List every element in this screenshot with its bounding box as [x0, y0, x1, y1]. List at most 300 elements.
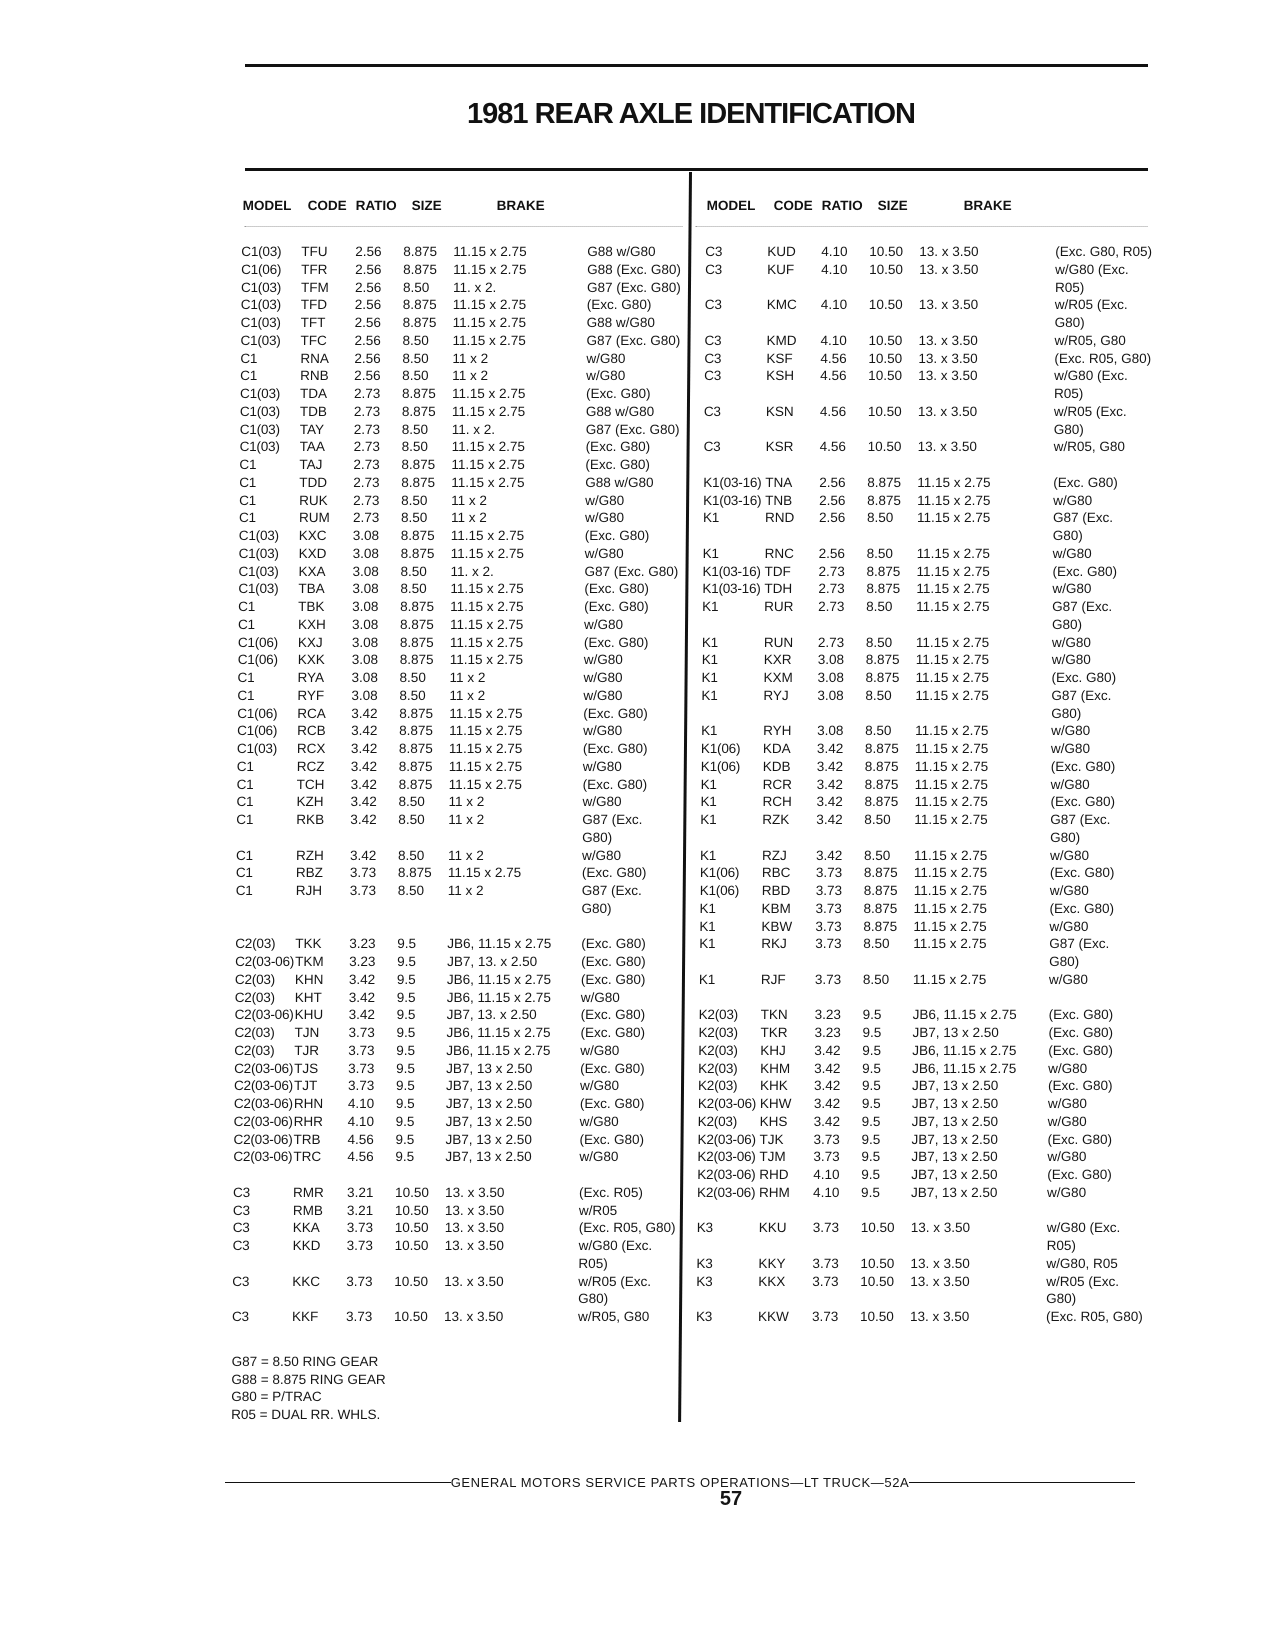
- cell-note: w/G80 (Exc. R05): [578, 1238, 653, 1271]
- cell-model: C1: [236, 776, 254, 792]
- table-row: [233, 1148, 676, 1166]
- cell-brake: 11.15 x 2.75: [914, 758, 989, 774]
- cell-ratio: 2.73: [353, 457, 380, 472]
- cell-brake: JB7, 13 x 2.50: [445, 1096, 533, 1111]
- cell-ratio: 3.42: [814, 1060, 841, 1076]
- cell-brake: 11.15 x 2.75: [448, 758, 523, 774]
- cell-size: 10.50: [395, 1184, 429, 1200]
- cell-code: KXR: [763, 652, 792, 668]
- cell-note: (Exc. G80): [1053, 474, 1118, 490]
- cell-ratio: 3.73: [346, 1220, 374, 1236]
- table-row: [705, 243, 1152, 261]
- table-row: [239, 456, 682, 474]
- table-row: [238, 598, 681, 616]
- cell-code: RHD: [759, 1167, 789, 1182]
- cell-ratio: 3.23: [814, 1025, 841, 1040]
- cell-code: KKW: [757, 1309, 789, 1324]
- cell-size: 8.875: [398, 776, 433, 792]
- cell-brake: 11.15 x 2.75: [915, 634, 990, 650]
- cell-code: KBM: [761, 900, 791, 916]
- cell-brake: JB7, 13 x 2.50: [911, 1096, 999, 1111]
- cell-note: G87 (Exc. G80): [581, 883, 642, 916]
- cell-size: 8.50: [863, 936, 890, 952]
- cell-brake: 11.15 x 2.75: [450, 528, 525, 543]
- cell-ratio: 4.56: [820, 368, 847, 384]
- cell-code: TFR: [301, 261, 328, 277]
- cell-ratio: 2.56: [355, 244, 382, 259]
- cell-ratio: 3.08: [351, 670, 378, 685]
- table-row: [237, 705, 680, 723]
- cell-brake: 13. x 3.50: [910, 1273, 970, 1289]
- cell-brake: JB7, 13 x 2.50: [911, 1167, 998, 1182]
- cell-code: KMD: [766, 332, 797, 348]
- cell-ratio: 3.73: [349, 883, 377, 898]
- table-row: [698, 1095, 1145, 1113]
- cell-note: (Exc. G80): [584, 599, 649, 614]
- cell-size: 8.50: [401, 421, 429, 437]
- legend-item: G80 = P/TRAC: [231, 1389, 322, 1405]
- cell-size: 8.875: [863, 918, 898, 934]
- cell-model: K2(03-06): [697, 1149, 756, 1165]
- cell-ratio: 3.42: [816, 741, 844, 756]
- cell-code: KXD: [298, 545, 327, 561]
- cell-size: 9.5: [397, 936, 417, 952]
- table-row: [703, 474, 1150, 492]
- cell-ratio: 3.08: [817, 687, 844, 703]
- cell-note: w/R05 (Exc. G80): [578, 1273, 652, 1307]
- cell-note: (Exc. G80): [1048, 1007, 1114, 1023]
- cell-size: 8.50: [402, 350, 429, 366]
- cell-note: w/G80 (Exc. R05): [1054, 261, 1129, 295]
- cell-ratio: 3.42: [813, 1113, 841, 1129]
- cell-ratio: 2.56: [354, 279, 382, 295]
- cell-note: (Exc. G80): [582, 776, 648, 792]
- cell-ratio: 2.56: [354, 297, 382, 313]
- table-row: [699, 935, 1146, 971]
- cell-note: (Exc. G80): [1050, 794, 1116, 810]
- table-row: [235, 953, 678, 971]
- cell-brake: JB6, 11.15 x 2.75: [446, 989, 551, 1005]
- cell-note: w/G80: [584, 545, 624, 561]
- table-row: [240, 438, 683, 456]
- cell-note: G87 (Exc. G80): [582, 812, 643, 845]
- cell-ratio: 3.73: [348, 1025, 375, 1040]
- cell-model: K2(03-06): [697, 1167, 756, 1182]
- cell-model: K3: [695, 1309, 713, 1324]
- footer: [225, 1474, 1135, 1491]
- cell-note: w/G80: [1049, 883, 1089, 898]
- cell-code: TJK: [759, 1131, 784, 1147]
- cell-brake: JB7, 13 x 2.50: [911, 1184, 998, 1200]
- cell-size: 10.50: [860, 1273, 895, 1289]
- cell-brake: 13. x 3.50: [919, 244, 979, 259]
- cell-brake: JB6, 11.15 x 2.75: [446, 971, 552, 987]
- cell-size: 10.50: [860, 1255, 895, 1271]
- cell-model: C1: [237, 687, 255, 703]
- cell-ratio: 3.08: [352, 599, 379, 614]
- cell-size: 8.875: [863, 883, 898, 898]
- cell-note: (Exc. G80): [581, 865, 647, 881]
- cell-size: 8.50: [866, 599, 893, 614]
- cell-code: TKM: [295, 954, 324, 969]
- cell-ratio: 3.73: [815, 918, 842, 934]
- cell-note: w/G80: [585, 492, 625, 508]
- cell-size: 8.875: [399, 634, 434, 650]
- footer-text: GENERAL MOTORS SERVICE PARTS OPERATIONS—LT TRUCK—52A: [450, 1475, 910, 1490]
- cell-brake: JB7, 13 x 2.50: [911, 1131, 998, 1147]
- cell-model: C1(03): [238, 545, 279, 561]
- cell-ratio: 4.10: [821, 261, 848, 277]
- cell-model: K1: [700, 812, 717, 827]
- cell-note: G87 (Exc. G80): [1050, 812, 1111, 845]
- cell-note: (Exc. G80): [1050, 758, 1116, 774]
- cell-code: RYJ: [763, 687, 789, 703]
- cell-model: C2(03): [234, 1042, 275, 1058]
- cell-model: C2(03-06): [233, 1113, 293, 1129]
- cell-size: 8.875: [400, 599, 435, 614]
- cell-size: 8.50: [399, 670, 426, 685]
- cell-ratio: 3.42: [348, 971, 376, 987]
- cell-size: 8.50: [398, 812, 425, 827]
- cell-code: KDA: [762, 741, 791, 756]
- cell-size: 8.875: [403, 244, 438, 259]
- table-row: [236, 847, 679, 865]
- cell-model: C1(03): [240, 332, 281, 348]
- cell-code: KXJ: [297, 634, 323, 650]
- cell-note: (Exc. G80): [1048, 1025, 1114, 1040]
- cell-size: 8.875: [399, 616, 434, 632]
- legend: [231, 1353, 674, 1424]
- cell-model: C1(03): [239, 439, 280, 455]
- cell-code: RUK: [299, 492, 328, 508]
- cell-model: C1: [237, 670, 255, 685]
- cell-note: (Exc. R05): [579, 1184, 643, 1200]
- cell-brake: 13. x 3.50: [910, 1220, 971, 1236]
- cell-brake: 11.15 x 2.75: [452, 297, 527, 313]
- cell-code: TDF: [764, 563, 791, 579]
- cell-code: KXM: [763, 670, 793, 685]
- cell-size: 8.875: [866, 563, 901, 579]
- cell-note: G88 w/G80: [586, 315, 656, 330]
- cell-model: C3: [704, 350, 722, 366]
- cell-ratio: 3.73: [348, 1060, 375, 1076]
- cell-size: 8.50: [400, 581, 427, 597]
- cell-model: K1: [702, 545, 719, 561]
- cell-ratio: 3.73: [812, 1220, 840, 1236]
- cell-code: RHN: [293, 1096, 324, 1111]
- cell-ratio: 2.56: [354, 350, 381, 366]
- table-row: [241, 261, 684, 279]
- cell-note: w/G80: [582, 758, 622, 774]
- cell-size: 10.50: [869, 261, 904, 277]
- table-row: [241, 314, 684, 332]
- cell-code: KHS: [759, 1113, 788, 1129]
- cell-code: RZK: [762, 812, 790, 827]
- cell-ratio: 4.10: [820, 332, 847, 348]
- cell-size: 8.875: [398, 741, 433, 756]
- cell-brake: 11.15 x 2.75: [453, 244, 527, 259]
- cell-note: (Exc. G80): [585, 457, 651, 472]
- table-row: [240, 332, 683, 350]
- cell-ratio: 3.73: [814, 971, 842, 987]
- table-row: [240, 350, 683, 368]
- cell-size: 9.5: [397, 954, 416, 969]
- cell-model: K1: [698, 971, 716, 987]
- cell-size: 8.875: [399, 705, 434, 721]
- cell-brake: 11.15 x 2.75: [914, 812, 988, 827]
- cell-note: G87 (Exc. G80): [585, 421, 680, 437]
- cell-note: w/R05, G80: [1054, 332, 1126, 348]
- table-row: [239, 492, 682, 510]
- cell-brake: 11.15 x 2.75: [452, 386, 526, 401]
- cell-code: RYA: [297, 670, 325, 685]
- cell-code: KKU: [758, 1220, 787, 1236]
- cell-ratio: 3.42: [350, 741, 378, 756]
- cell-note: (Exc. G80): [584, 581, 649, 597]
- top-rule: [245, 64, 1148, 67]
- cell-brake: JB7, 13 x 2.50: [445, 1078, 533, 1094]
- cell-model: C1(03): [240, 386, 281, 401]
- cell-size: 8.875: [399, 652, 434, 668]
- cell-ratio: 3.73: [815, 883, 843, 898]
- cell-model: C2(03-06): [234, 1007, 294, 1023]
- cell-ratio: 2.73: [817, 634, 845, 650]
- cell-code: KKA: [292, 1220, 320, 1236]
- cell-brake: 11.15 x 2.75: [913, 918, 987, 934]
- cell-note: (Exc. G80): [586, 297, 652, 313]
- table-row: [702, 563, 1149, 581]
- table-row: [239, 545, 682, 563]
- cell-note: w/G80: [581, 847, 622, 863]
- cell-code: KKY: [758, 1255, 786, 1271]
- cell-note: w/G80: [1047, 1096, 1087, 1111]
- table-row: [698, 1077, 1145, 1095]
- cell-note: w/G80: [1053, 492, 1093, 508]
- header-size: SIZE: [877, 198, 908, 213]
- cell-note: (Exc. R05, G80): [578, 1220, 676, 1236]
- cell-code: RNB: [300, 368, 329, 384]
- cell-brake: 11 x 2: [449, 687, 486, 703]
- cell-code: RJH: [295, 883, 323, 898]
- table-row: [697, 1166, 1144, 1184]
- table-row: [238, 634, 681, 652]
- cell-brake: JB6, 11.15 x 2.75: [446, 1042, 551, 1058]
- cell-code: KHM: [760, 1060, 791, 1076]
- cell-code: RYF: [297, 687, 325, 703]
- cell-brake: 11.15 x 2.75: [913, 865, 988, 881]
- cell-note: w/G80: [1050, 741, 1091, 756]
- cell-code: RCA: [297, 705, 326, 721]
- table-row: [240, 367, 683, 385]
- column-headers-right: [706, 197, 1056, 215]
- table-row: [701, 776, 1148, 794]
- cell-code: KUD: [767, 244, 796, 259]
- cell-code: TAA: [299, 439, 325, 455]
- cell-note: w/G80: [583, 723, 623, 739]
- cell-model: K1: [701, 687, 718, 703]
- table-row: [236, 811, 679, 847]
- cell-code: RJF: [760, 971, 786, 987]
- cell-code: TNB: [765, 492, 793, 508]
- cell-size: 8.875: [867, 492, 901, 508]
- table-row: [702, 651, 1149, 669]
- cell-size: 8.875: [402, 297, 437, 313]
- cell-model: C2(03-06): [233, 1149, 293, 1165]
- cell-brake: 11.15 x 2.75: [912, 971, 987, 987]
- cell-code: KHN: [294, 971, 324, 987]
- cell-brake: 11.15 x 2.75: [451, 439, 525, 455]
- cell-code: KKF: [291, 1309, 319, 1324]
- cell-brake: JB6, 11.15 x 2.75: [912, 1060, 1017, 1076]
- cell-model: C3: [704, 297, 722, 313]
- cell-note: G87 (Exc. G80): [586, 332, 681, 348]
- cell-ratio: 3.21: [346, 1202, 374, 1218]
- cell-code: TKR: [760, 1025, 788, 1040]
- cell-brake: JB7, 13. x 2.50: [447, 954, 538, 969]
- table-row: [702, 580, 1149, 598]
- cell-ratio: 3.08: [817, 723, 844, 739]
- cell-ratio: 3.73: [345, 1309, 373, 1324]
- cell-model: C3: [232, 1238, 250, 1253]
- cell-brake: 11.15 x 2.75: [452, 332, 526, 348]
- table-row: [704, 403, 1151, 439]
- cell-ratio: 3.42: [350, 794, 377, 810]
- cell-model: K2(03-06): [697, 1131, 756, 1147]
- cell-brake: 11 x 2: [451, 492, 487, 508]
- table-row: [233, 1131, 676, 1149]
- cell-brake: 13. x 3.50: [919, 261, 979, 277]
- cell-ratio: 3.21: [347, 1184, 374, 1200]
- cell-size: 9.5: [861, 1167, 881, 1182]
- table-row: [700, 847, 1147, 865]
- page-number: 57: [719, 1488, 743, 1510]
- cell-brake: 11.15 x 2.75: [450, 581, 524, 597]
- cell-size: 8.50: [402, 332, 429, 348]
- cell-note: (Exc. G80): [579, 1096, 645, 1111]
- cell-ratio: 3.42: [816, 758, 844, 774]
- cell-brake: 13. x 3.50: [444, 1220, 505, 1236]
- cell-code: TCH: [296, 776, 325, 792]
- cell-brake: 11.15 x 2.75: [913, 883, 988, 898]
- cell-note: (Exc. G80): [583, 634, 649, 650]
- cell-size: 9.5: [396, 1007, 416, 1023]
- cell-note: w/G80: [1050, 776, 1090, 792]
- cell-code: TDH: [764, 581, 793, 597]
- cell-note: (Exc. G80): [579, 1131, 645, 1147]
- cell-size: 8.50: [399, 687, 426, 703]
- cell-code: RCR: [762, 776, 792, 792]
- cell-code: TRB: [293, 1131, 321, 1147]
- cell-ratio: 2.73: [353, 403, 381, 419]
- cell-brake: 11 x 2: [448, 794, 485, 810]
- cell-note: (Exc. G80): [584, 528, 650, 543]
- cell-code: TJN: [294, 1025, 320, 1040]
- table-row: [698, 1024, 1145, 1042]
- table-row: [234, 1095, 677, 1113]
- cell-ratio: 3.73: [347, 1078, 375, 1094]
- cell-ratio: 4.10: [821, 244, 848, 259]
- table-row: [705, 296, 1152, 332]
- table-row: [698, 1060, 1145, 1078]
- cell-note: w/G80: [579, 1078, 620, 1094]
- cell-code: RNA: [300, 350, 329, 366]
- cell-brake: 11.15 x 2.75: [449, 616, 524, 632]
- cell-model: C3: [232, 1202, 250, 1218]
- table-row: [239, 509, 682, 527]
- cell-size: 8.875: [401, 403, 436, 419]
- cell-model: C1(03): [239, 421, 280, 437]
- cell-code: KHK: [759, 1078, 788, 1094]
- cell-note: w/G80: [1051, 634, 1091, 650]
- table-row: [703, 492, 1150, 510]
- table-row: [233, 1219, 676, 1237]
- cell-ratio: 2.73: [354, 386, 381, 401]
- cell-code: KKC: [292, 1273, 321, 1289]
- cell-code: KXA: [298, 563, 326, 579]
- cell-code: TFT: [300, 315, 326, 330]
- table-row: [233, 1202, 676, 1220]
- cell-size: 8.50: [864, 812, 891, 827]
- table-row: [235, 882, 678, 918]
- cell-size: 8.875: [401, 457, 436, 472]
- cell-model: C3: [231, 1309, 249, 1324]
- cell-note: (Exc. G80): [586, 386, 651, 401]
- cell-note: (Exc. G80): [1052, 563, 1118, 579]
- table-row: [236, 864, 679, 882]
- cell-model: C1: [236, 794, 254, 810]
- cell-note: w/G80: [584, 510, 625, 526]
- cell-size: 9.5: [395, 1149, 415, 1165]
- cell-ratio: 3.08: [352, 528, 380, 543]
- cell-model: K1(03-16): [703, 492, 762, 508]
- cell-brake: JB7, 13 x 2.50: [911, 1113, 999, 1129]
- cell-code: RCH: [762, 794, 792, 810]
- cell-brake: 11.15 x 2.75: [451, 457, 525, 472]
- table-row: [704, 438, 1151, 456]
- cell-size: 10.50: [869, 244, 904, 259]
- cell-size: 9.5: [862, 1007, 882, 1023]
- cell-brake: 13. x 3.50: [445, 1184, 505, 1200]
- cell-ratio: 2.73: [352, 510, 380, 526]
- cell-size: 10.50: [859, 1309, 894, 1324]
- cell-code: KSH: [766, 368, 795, 384]
- cell-model: C3: [233, 1184, 251, 1200]
- cell-code: KMC: [766, 297, 797, 313]
- cell-model: K1(06): [700, 741, 741, 756]
- cell-ratio: 2.56: [354, 332, 381, 348]
- cell-brake: 13. x 3.50: [444, 1238, 504, 1253]
- cell-note: w/G80: [1048, 1060, 1088, 1076]
- cell-note: w/G80: [583, 652, 623, 668]
- cell-code: TFU: [301, 244, 328, 259]
- cell-ratio: 3.42: [350, 776, 378, 792]
- cell-note: G88 w/G80: [587, 244, 656, 259]
- table-row: [696, 1255, 1143, 1273]
- cell-brake: JB7, 13 x 2.50: [445, 1131, 532, 1147]
- cell-ratio: 4.10: [820, 297, 848, 313]
- cell-code: KBW: [761, 918, 793, 934]
- cell-brake: 11.15 x 2.75: [914, 776, 989, 792]
- cell-model: C1(06): [241, 261, 282, 277]
- cell-brake: JB6, 11.15 x 2.75: [912, 1042, 1017, 1058]
- footer-line-right: [909, 1482, 1135, 1484]
- cell-size: 8.50: [865, 634, 893, 650]
- cell-note: w/G80 (Exc. R05): [1046, 1220, 1121, 1253]
- table-row: [703, 509, 1150, 545]
- cell-size: 8.875: [399, 723, 433, 739]
- cell-size: 8.875: [864, 776, 899, 792]
- cell-note: w/G80: [579, 1149, 619, 1165]
